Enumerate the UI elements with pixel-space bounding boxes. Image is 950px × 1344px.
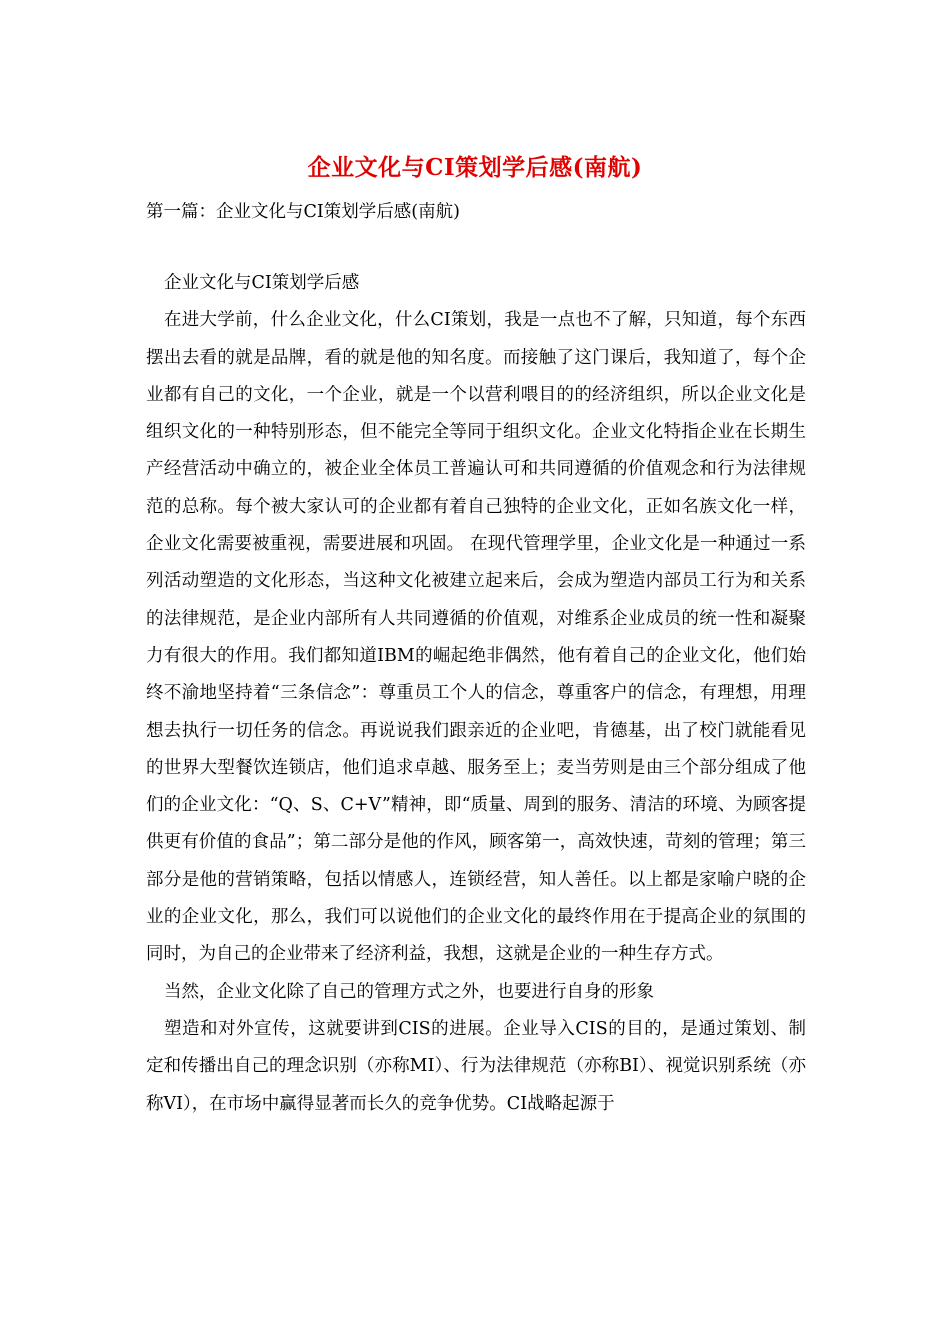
section-heading: 企业文化与CI策划学后感 <box>164 273 360 293</box>
document-title: 企业文化与CI策划学后感(南航) <box>307 154 643 181</box>
body-paragraph: 当然，企业文化除了自己的管理方式之外，也要进行自身的形象 <box>164 981 654 1002</box>
body-paragraph: 在进大学前，什么企业文化，什么CI策划，我是一点也不了解，只知道，每个东西摆出去看的就是品牌，看的就是他的知名度。而接触了这门课后，我知道了，每个企业都有自己的文化，一个企业，就是一个以营利喂目的的经济组织，所以企业文化是组织文化的一种特别形态，但不能完全等同于组织文化。企业文化特指企业在长期生产经营活动中确立的，被企业全体员工普遍认可和共同遵循的价值观念和行为法律规范的总称。每个被大家认可的企业都有着自己独特的企业文化，正如名族文化一样，企业文化需要被重视，需要进展和巩固。 在现代管理学里，企业文化是一种通过一系列活动塑造的文化形态，当这种文化被建立起来后，会成为塑造内部员工行为和关系的法律规范，是企业内部所有人共同遵循的价值观，对维系企业成员的统一性和凝聚力有很大的作用。我们都知道IBM的崛起绝非偶然，他有着自己的企业文化，他们始终不渝地坚持着“三条信念”：尊重员工个人的信念，尊重客户的信念，有理想，用理想去执行一切任务的信念。再说说我们跟亲近的企业吧，肯德基，出了校门就能看见的世界大型餐饮连锁店，他们追求卓越、服务至上；麦当劳则是由三个部分组成了他们的企业文化：“Q、S、C+V”精神，即“质量、周到的服务、清洁的环境、为顾客提供更有价值的食品”；第二部分是他的作风，顾客第一，高效快速，苛刻的管理；第三部分是他的营销策略，包括以情感人，连锁经营，知人善任。以上都是家喻户晓的企业的企业文化，那么，我们可以说他们的企业文化的最终作用在于提高企业的氛围的同时，为自己的企业带来了经济利益，我想，这就是企业的一种生存方式。 <box>146 310 806 965</box>
body-paragraph: 塑造和对外宣传，这就要讲到CIS的进展。企业导入CIS的目的，是通过策划、制定和传播出自己的理念识别（亦称MI）、行为法律规范（亦称BI）、视觉识别系统（亦称VI），在市场中赢得显著而长久的竞争优势。CI战略起源于 <box>146 1018 806 1114</box>
document-body <box>146 265 806 1123</box>
document-subtitle: 第一篇：企业文化与CI策划学后感(南航) <box>146 202 460 222</box>
